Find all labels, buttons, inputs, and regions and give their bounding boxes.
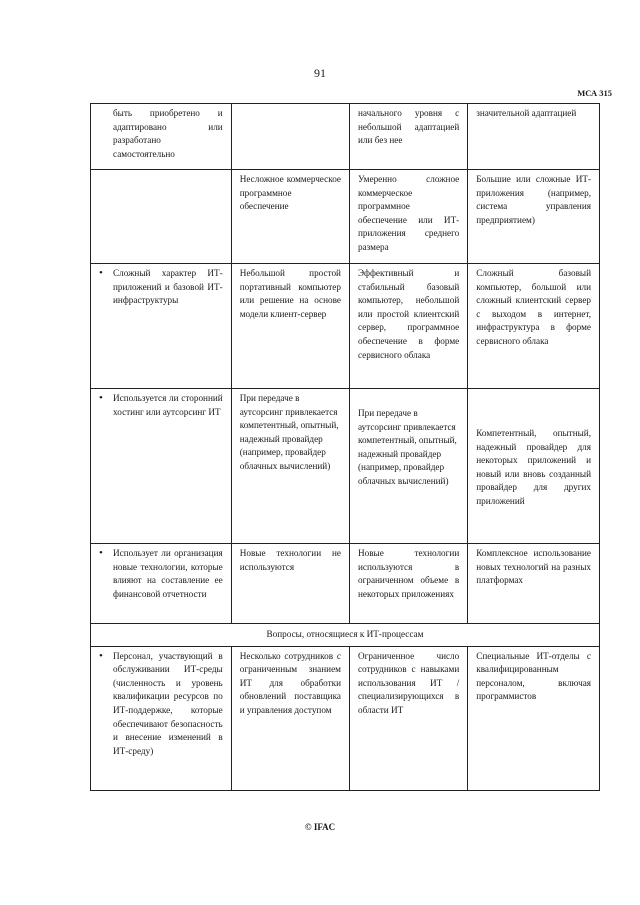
- copyright-footer: © IFAC: [304, 822, 336, 832]
- medium-complexity-cell: Умеренно сложное коммерческое программное обеспечение или ИТ-приложения среднего размера: [349, 170, 467, 264]
- section-heading-row: [91, 624, 600, 647]
- question-text: быть приобретено и адаптировано или разработано самостоятельно: [113, 108, 223, 159]
- question-cell: [91, 170, 232, 264]
- high-complexity-cell: Большие или сложные ИТ-приложения (например, система управления предприятием): [468, 170, 600, 264]
- question-cell: [91, 389, 232, 544]
- question-cell: [91, 264, 232, 389]
- high-complexity-cell: Специальные ИТ-отделы с квалифицированным персоналом, включая программистов: [468, 646, 600, 790]
- medium-complexity-cell: Ограниченное число сотрудников с навыками использования ИТ / специализирующихся в области ИТ: [349, 646, 467, 790]
- question-text: Используется ли сторонний хостинг или аутсорсинг ИТ: [113, 393, 223, 417]
- low-complexity-cell: Несколько сотрудников с ограниченным знанием ИТ для обработки обновлений поставщика и управления доступом: [231, 646, 349, 790]
- bullet-icon: •: [99, 392, 103, 404]
- question-cell: [91, 544, 232, 624]
- high-complexity-cell: Сложный базовый компьютер, большой или сложный клиентский сервер с выходом в интернет, инфраструктура в форме сервисного облака: [468, 264, 600, 389]
- question-cell: [91, 104, 232, 170]
- low-complexity-cell: Небольшой простой портативный компьютер или решение на основе модели клиент-сервер: [231, 264, 349, 389]
- table-row: [91, 646, 600, 790]
- page-number: 91: [314, 66, 326, 80]
- question-text: Сложный характер ИТ-приложений и базовой ИТ-инфраструктуры: [113, 268, 223, 306]
- bullet-icon: •: [99, 267, 103, 279]
- table-row: [91, 170, 600, 264]
- high-complexity-cell: значительной адаптацией: [468, 104, 600, 170]
- medium-complexity-cell: начального уровня с небольшой адаптацией или без нее: [349, 104, 467, 170]
- table-row: [91, 389, 600, 544]
- bullet-icon: [99, 107, 113, 161]
- low-complexity-cell: При передаче в аутсорсинг привлекается компетентный, опытный, надежный провайдер (например, провайдер облачных вычислений): [231, 389, 349, 544]
- table-row: [91, 264, 600, 389]
- bullet-icon: •: [99, 547, 103, 559]
- low-complexity-cell: Новые технологии не используются: [231, 544, 349, 624]
- bullet-icon: •: [99, 649, 103, 662]
- question-cell: [91, 646, 232, 790]
- medium-complexity-cell: Новые технологии используются в ограниченном объеме в некоторых приложениях: [349, 544, 467, 624]
- high-complexity-cell: Комплексное использование новых технологий на разных платформах: [468, 544, 600, 624]
- section-heading: Вопросы, относящиеся к ИТ-процессам: [91, 624, 600, 647]
- medium-complexity-cell: Эффективный и стабильный базовый компьютер, небольшой или простой клиентский сервер, программное обеспечение в форме сервисного облака: [349, 264, 467, 389]
- table-row: [91, 104, 600, 170]
- table-row: [91, 544, 600, 624]
- question-text: Персонал, участвующий в обслуживании ИТ-среды (численность и уровень квалификации ресурсов по ИТ-поддержке, которые обеспечивают безопасность и внесение изменений в ИТ-среду): [113, 650, 223, 756]
- it-complexity-table: [90, 103, 600, 791]
- high-complexity-cell: Компетентный, опытный, надежный провайдер для некоторых приложений и новый или вновь созданный провайдер для других приложений: [468, 389, 600, 544]
- low-complexity-cell: Несложное коммерческое программное обеспечение: [231, 170, 349, 264]
- standard-code: МСА 315: [577, 88, 612, 98]
- low-complexity-cell: [231, 104, 349, 170]
- question-text: Использует ли организация новые технологии, которые влияют на составление ее финансовой отчетности: [113, 548, 223, 599]
- medium-complexity-cell: При передаче в аутсорсинг привлекается компетентный, опытный, надежный провайдер (например, провайдер облачных вычислений): [349, 389, 467, 544]
